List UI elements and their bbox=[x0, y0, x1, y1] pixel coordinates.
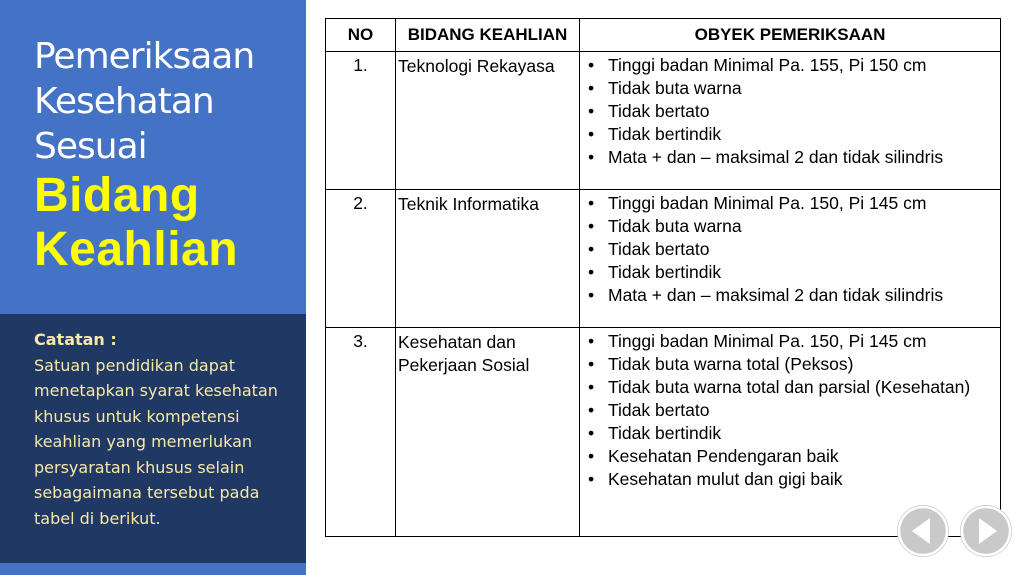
previous-slide-button[interactable] bbox=[897, 505, 949, 557]
header-items: OBYEK PEMERIKSAAN bbox=[580, 19, 1001, 52]
list-item: • Tinggi badan Minimal Pa. 150, Pi 145 cm bbox=[584, 192, 998, 215]
triangle-left-icon bbox=[897, 505, 949, 557]
requirements-table bbox=[325, 18, 1000, 537]
list-item: • Tinggi badan Minimal Pa. 150, Pi 145 cm bbox=[584, 330, 998, 353]
row-items bbox=[580, 52, 1001, 190]
list-item: • Tidak buta warna total (Peksos) bbox=[584, 353, 998, 376]
title-accent-1: Bidang bbox=[34, 169, 200, 222]
row-field: Teknik Informatika bbox=[396, 190, 580, 328]
list-item: • Kesehatan Pendengaran baik bbox=[584, 445, 998, 468]
list-item: • Tidak bertindik bbox=[584, 123, 998, 146]
title-panel bbox=[0, 0, 306, 314]
list-item: • Tidak buta warna bbox=[584, 215, 998, 238]
title-line-1: Pemeriksaan bbox=[34, 36, 255, 77]
header-field: BIDANG KEAHLIAN bbox=[396, 19, 580, 52]
bottom-strip bbox=[0, 563, 306, 575]
next-slide-button[interactable] bbox=[960, 505, 1012, 557]
slide-title bbox=[34, 34, 302, 277]
title-accent-2: Keahlian bbox=[34, 223, 239, 276]
list-item: • Tidak buta warna bbox=[584, 77, 998, 100]
table-row bbox=[326, 190, 1001, 328]
table bbox=[325, 18, 1001, 537]
row-number: 3. bbox=[326, 328, 396, 537]
table-row bbox=[326, 52, 1001, 190]
list-item: • Tidak bertato bbox=[584, 238, 998, 261]
table-header-row bbox=[326, 19, 1001, 52]
header-no: NO bbox=[326, 19, 396, 52]
row-items bbox=[580, 190, 1001, 328]
row-field: Kesehatan dan Pekerjaan Sosial bbox=[396, 328, 580, 537]
list-item: • Tidak bertindik bbox=[584, 261, 998, 284]
list-item: • Tinggi badan Minimal Pa. 155, Pi 150 cm bbox=[584, 54, 998, 77]
row-number: 2. bbox=[326, 190, 396, 328]
row-number: 1. bbox=[326, 52, 396, 190]
list-item: • Tidak bertato bbox=[584, 100, 998, 123]
note bbox=[34, 327, 296, 531]
note-heading: Catatan : bbox=[34, 330, 117, 349]
title-line-2: Kesehatan bbox=[34, 81, 214, 122]
title-line-3: Sesuai bbox=[34, 126, 147, 167]
list-item: • Mata + dan – maksimal 2 dan tidak silindris bbox=[584, 284, 998, 307]
row-field: Teknologi Rekayasa bbox=[396, 52, 580, 190]
list-item: • Tidak bertindik bbox=[584, 422, 998, 445]
list-item: • Tidak buta warna total dan parsial (Kesehatan) bbox=[584, 376, 998, 399]
triangle-right-icon bbox=[960, 505, 1012, 557]
list-item: • Kesehatan mulut dan gigi baik bbox=[584, 468, 998, 491]
list-item: • Mata + dan – maksimal 2 dan tidak silindris bbox=[584, 146, 998, 169]
list-item: • Tidak bertato bbox=[584, 399, 998, 422]
note-text: Satuan pendidikan dapat menetapkan syarat kesehatan khusus untuk kompetensi keahlian yang memerlukan persyaratan khusus selain sebagaimana tersebut pada tabel di berikut. bbox=[34, 355, 278, 528]
